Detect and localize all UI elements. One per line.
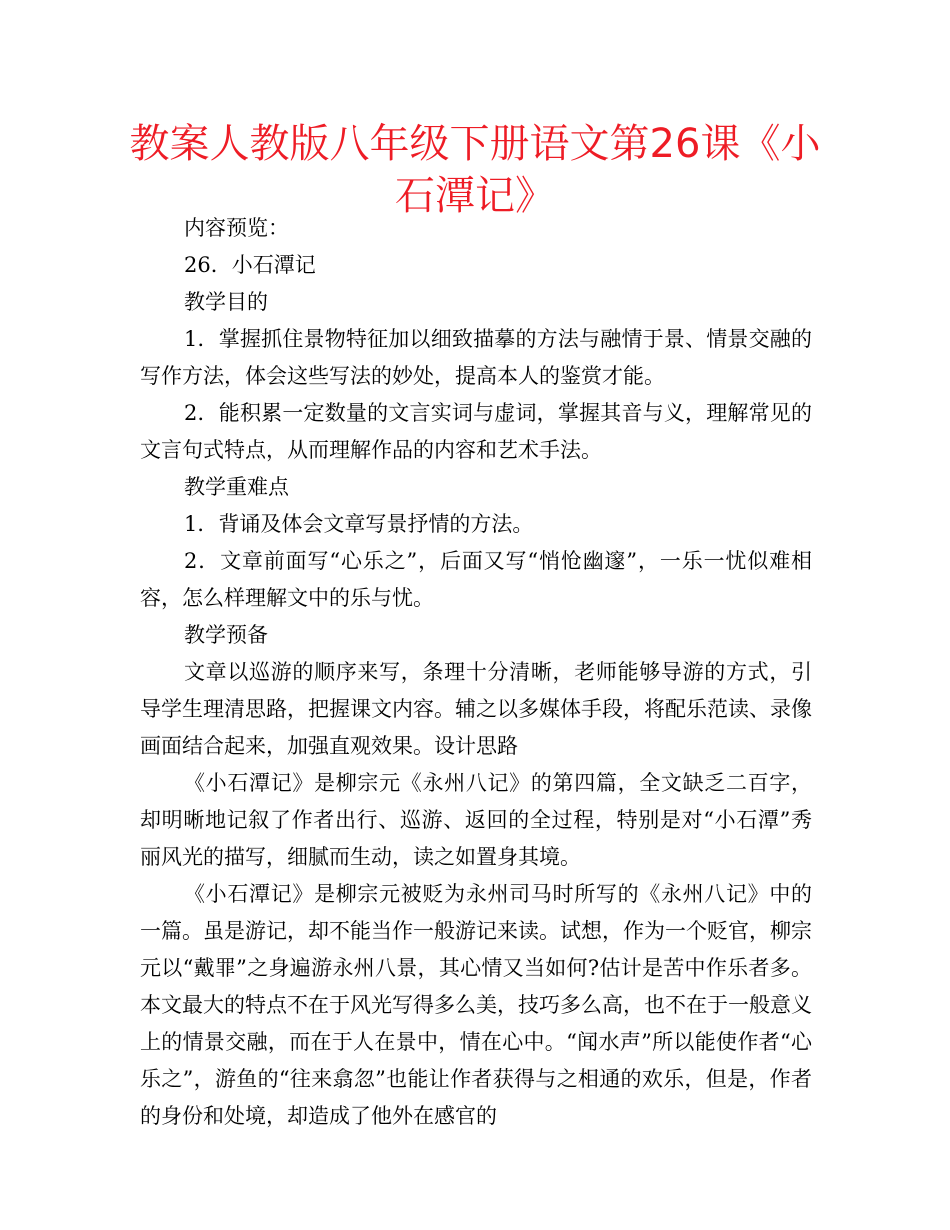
document-title: 教案人教版八年级下册语文第26课《小石潭记》 <box>129 121 821 219</box>
paragraph-preparation-heading: 教学预备 <box>184 623 268 647</box>
paragraph-goal-1: 1．掌握抓住景物特征加以细致描摹的方法与融情于景、情景交融的写作方法，体会这些写法的妙处，提高本人的鉴赏才能。 <box>140 327 812 388</box>
paragraph-goal-2: 2．能积累一定数量的文言实词与虚词，掌握其音与义，理解常见的文言句式特点，从而理解作品的内容和艺术手法。 <box>140 401 812 462</box>
paragraph-teaching-goals-heading: 教学目的 <box>184 290 268 314</box>
paragraph-design-1: 《小石潭记》是柳宗元《永州八记》的第四篇，全文缺乏二百字，却明晰地记叙了作者出行、巡游、返回的全过程，特别是对“小石潭”秀丽风光的描写，细腻而生动，读之如置身其境。 <box>140 771 812 869</box>
paragraph-key-point-1: 1．背诵及体会文章写景抒情的方法。 <box>184 512 534 536</box>
paragraph-lesson-heading: 26．小石潭记 <box>184 253 316 277</box>
paragraph-design-2: 《小石潭记》是柳宗元被贬为永州司马时所写的《永州八记》中的一篇。虽是游记，却不能当作一般游记来读。试想，作为一个贬官，柳宗元以“戴罪”之身遍游永州八景，其心情又当如何?估计是苦中作乐者多。本文最大的特点不在于风光写得多么美，技巧多么高，也不在于一般意义上的情景交融，而在于人在景中，情在心中。“闻水声”所以能使作者“心乐之”，游鱼的“往来翕忽”也能让作者获得与之相通的欢乐，但是，作者的身份和处境，却造成了他外在感官的 <box>140 882 812 1128</box>
paragraph-preview-label: 内容预览： <box>184 216 289 240</box>
paragraph-key-point-2: 2．文章前面写“心乐之”，后面又写“悄怆幽邃”，一乐一忧似难相容，怎么样理解文中的乐与忧。 <box>140 549 812 610</box>
paragraph-preparation-text: 文章以巡游的顺序来写，条理十分清晰，老师能够导游的方式，引导学生理清思路，把握课文内容。辅之以多媒体手段，将配乐范读、录像画面结合起来，加强直观效果。设计思路 <box>140 660 812 758</box>
document-body <box>140 210 812 1135</box>
paragraph-key-points-heading: 教学重难点 <box>184 475 289 499</box>
